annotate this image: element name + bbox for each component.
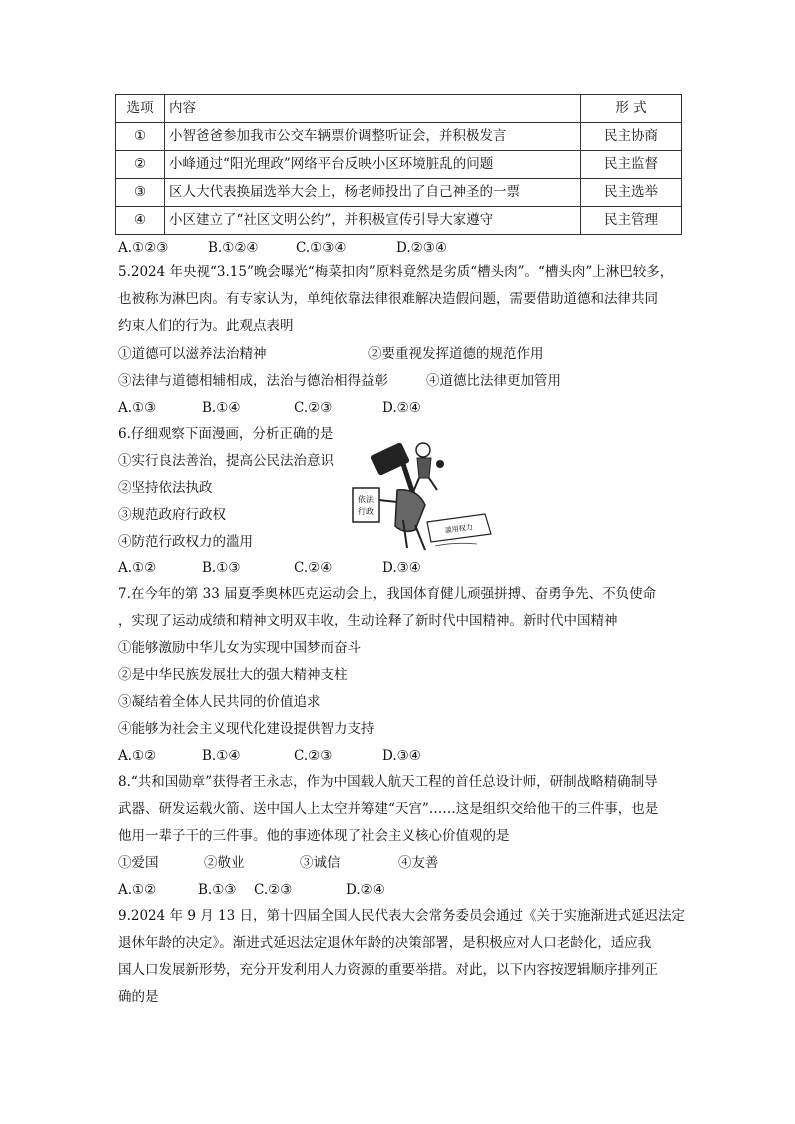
answer-choice[interactable]: C.①③④: [296, 240, 347, 256]
cartoon-sign-text-line: 行政: [358, 507, 374, 516]
q5-stem-line: 约束人们的行为。此观点表明: [118, 318, 294, 334]
q9-stem-line: 国人口发展新形势，充分开发利用人力资源的重要举措。对此，以下内容按逻辑顺序排列正: [118, 962, 658, 978]
answer-choice[interactable]: C.②③: [294, 400, 333, 416]
q8-options-row: [118, 853, 439, 873]
q8-stem-line: 他用一辈子干的三件事。他的事迹体现了社会主义核心价值观的是: [118, 828, 510, 844]
q7-answers: [118, 746, 421, 766]
q8-stem-line: 8.“共和国勋章”获得者王永志，作为中国载人航天工程的首任总设计师，研制战略精确制导: [118, 774, 658, 790]
table-cell-num: ③: [116, 179, 165, 207]
option: ③凝结着全体人民共同的价值追求: [118, 694, 321, 710]
answer-choice[interactable]: C.②③: [294, 748, 333, 764]
answer-choice[interactable]: C.②③: [254, 882, 293, 898]
q5-stem-line: 也被称为淋巴肉。有专家认为，单纯依靠法律很难解决造假问题，需要借助道德和法律共同: [118, 291, 658, 307]
option: ④道德比法律更加管用: [426, 373, 561, 389]
table-cell-num: ①: [116, 123, 165, 151]
cartoon-sign-text-line: 依法: [358, 495, 374, 504]
answer-choice[interactable]: D.③④: [382, 748, 421, 764]
answer-choice[interactable]: B.①③: [198, 882, 237, 898]
option: ①能够激励中华儿女为实现中国梦而奋斗: [118, 640, 361, 656]
table-cell-num: ②: [116, 151, 165, 179]
q9-stem-line: 退休年龄的决定》。渐进式延迟法定退休年龄的决策部署，是积极应对人口老龄化，适应我: [118, 935, 652, 951]
answer-choice[interactable]: B.①③: [202, 560, 241, 576]
q4-answers: [118, 238, 447, 258]
table-header-row: [116, 95, 682, 123]
option: ③法律与道德相辅相成，法治与德治相得益彰: [118, 373, 388, 389]
answer-choice[interactable]: A.①②: [118, 882, 157, 898]
table-header: 内容: [165, 95, 581, 123]
q5-answers: [118, 398, 421, 418]
option: ②坚持依法执政: [118, 480, 213, 496]
answer-choice[interactable]: B.①④: [202, 748, 241, 764]
option: ①道德可以滋养法治精神: [118, 346, 267, 362]
table-cell-num: ④: [116, 207, 165, 235]
table-header: 选项: [116, 95, 165, 123]
table-row: [116, 123, 682, 151]
option: ②敬业: [204, 855, 245, 871]
answer-choice[interactable]: A.①③: [118, 400, 157, 416]
q7-stem-line: 7.在今年的第 33 届夏季奥林匹克运动会上，我国体育健儿顽强拼搏、奋勇争先、不负使命: [118, 586, 657, 602]
option: ②是中华民族发展壮大的强大精神支柱: [118, 667, 348, 683]
table-cell-content: 小峰通过“阳光理政”网络平台反映小区环境脏乱的问题: [165, 151, 581, 179]
answer-choice[interactable]: B.①④: [202, 400, 241, 416]
option: ①实行良法善治，提高公民法治意识: [118, 453, 334, 469]
q6-stem: 6.仔细观察下面漫画，分析正确的是: [118, 426, 334, 442]
table-row: [116, 207, 682, 235]
answer-choice[interactable]: D.③④: [382, 560, 421, 576]
option: ④能够为社会主义现代化建设提供智力支持: [118, 721, 375, 737]
q5-options-row: [118, 344, 544, 364]
option: ②要重视发挥道德的规范作用: [368, 346, 544, 362]
answer-choice[interactable]: D.②④: [346, 882, 385, 898]
answer-choice[interactable]: A.①②③: [118, 240, 169, 256]
answer-choice[interactable]: C.②④: [294, 560, 333, 576]
table-header: 形 式: [581, 95, 682, 123]
q5-options-row: [118, 371, 561, 391]
q8-answers: [118, 880, 385, 900]
answer-choice[interactable]: D.②③④: [396, 240, 447, 256]
table-cell-content: 小区建立了“社区文明公约”，并积极宣传引导大家遵守: [165, 207, 581, 235]
q5-stem-line: 5.2024 年央视“3.15”晚会曝光“梅菜扣肉”原料竟然是劣质“槽头肉”。“槽头肉”上淋巴较多，: [118, 264, 674, 280]
answer-choice[interactable]: A.①②: [118, 560, 157, 576]
options-table: [115, 94, 682, 235]
answer-choice[interactable]: D.②④: [382, 400, 421, 416]
q9-stem-line: 确的是: [118, 989, 159, 1005]
table-row: [116, 179, 682, 207]
table-cell-form: 民主选举: [581, 179, 682, 207]
cartoon-paper-text: 滥用权力: [444, 523, 474, 535]
table-cell-content: 区人大代表换届选举大会上，杨老师投出了自己神圣的一票: [165, 179, 581, 207]
option: ①爱国: [118, 855, 159, 871]
q7-stem-line: ，实现了运动成绩和精神文明双丰收，生动诠释了新时代中国精神。新时代中国精神: [118, 613, 618, 629]
option: ③诚信: [300, 855, 341, 871]
q8-stem-line: 武器、研发运载火箭、送中国人上太空并筹建“天宫”……这是组织交给他干的三件事，也是: [118, 801, 659, 817]
option: ③规范政府行政权: [118, 507, 226, 523]
table-row: [116, 151, 682, 179]
table-cell-content: 小智爸爸参加我市公交车辆票价调整听证会，并积极发言: [165, 123, 581, 151]
option: ④防范行政权力的滥用: [118, 534, 253, 550]
answer-choice[interactable]: B.①②④: [208, 240, 259, 256]
table-cell-form: 民主管理: [581, 207, 682, 235]
q9-stem-line: 9.2024 年 9 月 13 日，第十四届全国人民代表大会常务委员会通过《关于实施渐进式延迟法定: [118, 908, 685, 924]
option: ④友善: [398, 855, 439, 871]
table-cell-form: 民主协商: [581, 123, 682, 151]
table-cell-form: 民主监督: [581, 151, 682, 179]
answer-choice[interactable]: A.①②: [118, 748, 157, 764]
q6-answers: [118, 558, 421, 578]
cartoon-illustration: [345, 430, 495, 552]
